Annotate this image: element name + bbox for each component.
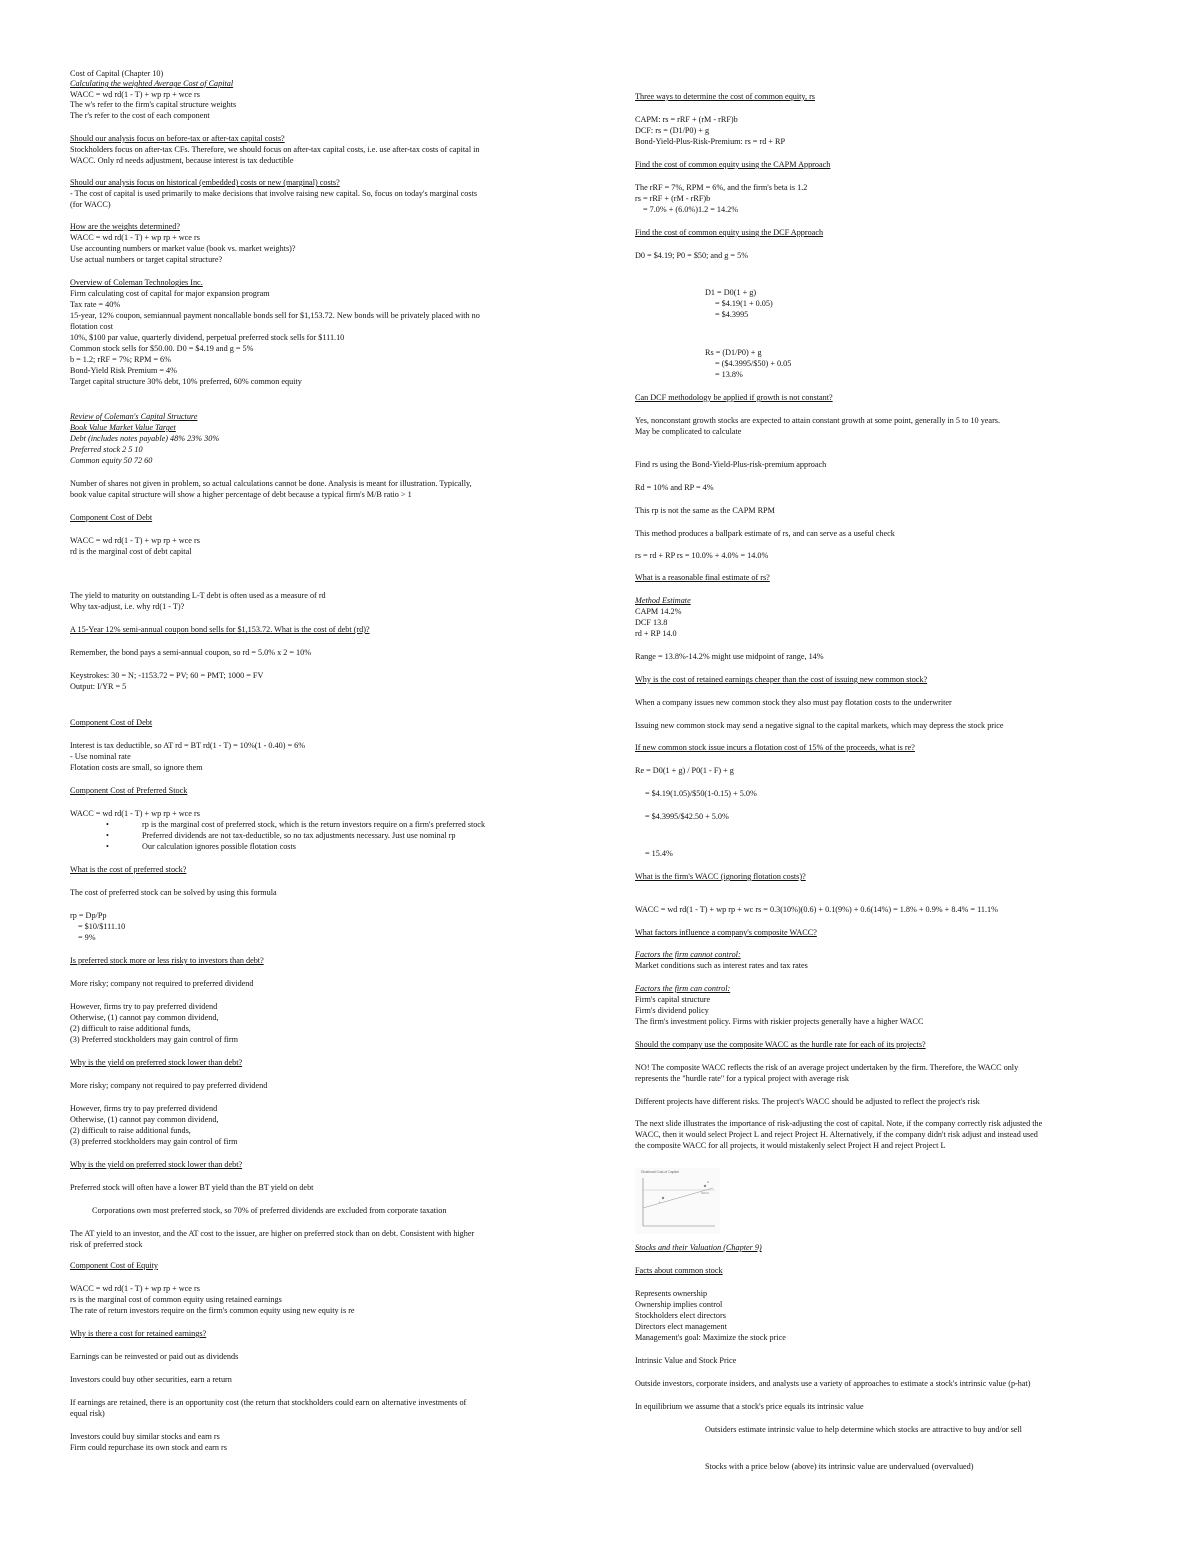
right-line: Can DCF methodology be applied if growth is not constant?	[635, 393, 833, 402]
thumbnail-label-l: L	[659, 1200, 661, 1204]
left-line: Cost of Capital (Chapter 10)	[70, 69, 164, 78]
right-line: Factors the firm cannot control:	[635, 950, 741, 959]
right-line: Outside investors, corporate insiders, and analysts use a variety of approaches to estimate a stock's intrinsic value (p-hat)	[635, 1379, 1031, 1388]
right-line: Stocks and their Valuation (Chapter 9)	[635, 1243, 762, 1252]
right-line: = 13.8%	[715, 370, 743, 379]
right-line: This method produces a ballpark estimate of rs, and can serve as a useful check	[635, 529, 895, 538]
left-line: risk of preferred stock	[70, 1240, 143, 1249]
bullet-icon: •	[106, 842, 109, 851]
left-line: Common equity 50 72 60	[70, 456, 153, 465]
left-line: However, firms try to pay preferred dividend	[70, 1104, 218, 1113]
left-line: The w's refer to the firm's capital structure weights	[70, 100, 237, 109]
bullet-icon: •	[106, 831, 109, 840]
right-line: Stockholders elect directors	[635, 1311, 726, 1320]
right-line: Should the company use the composite WACC as the hurdle rate for each of its projects?	[635, 1040, 926, 1049]
left-line: What is the cost of preferred stock?	[70, 865, 187, 874]
left-line: The r's refer to the cost of each component	[70, 111, 210, 120]
right-line: represents the "hurdle rate" for a typical project with average risk	[635, 1074, 850, 1083]
left-line: Otherwise, (1) cannot pay common dividend,	[70, 1115, 219, 1124]
left-line: If earnings are retained, there is an opportunity cost (the return that stockholders could earn on alternative investments of	[70, 1398, 467, 1407]
right-line: Range = 13.8%-14.2% might use midpoint of range, 14%	[635, 652, 824, 661]
right-line: Intrinsic Value and Stock Price	[635, 1356, 737, 1365]
right-line: Three ways to determine the cost of common equity, rs	[635, 92, 815, 101]
right-line: Find rs using the Bond-Yield-Plus-risk-premium approach	[635, 460, 827, 469]
right-line: Find the cost of common equity using the DCF Approach	[635, 228, 824, 237]
left-line: More risky; company not required to pay preferred dividend	[70, 1081, 268, 1090]
left-line: Why is the yield on preferred stock lower than debt?	[70, 1058, 243, 1067]
left-line: Why is there a cost for retained earnings?	[70, 1329, 207, 1338]
left-line: Component Cost of Debt	[70, 513, 153, 522]
right-line: Method Estimate	[635, 596, 691, 605]
right-line: D1 = D0(1 + g)	[705, 288, 757, 297]
right-line: What is the firm's WACC (ignoring flotation costs)?	[635, 872, 806, 881]
left-line: Debt (includes notes payable) 48% 23% 30%	[70, 434, 220, 443]
left-line: Keystrokes: 30 = N; -1153.72 = PV; 60 = PMT; 1000 = FV	[70, 671, 264, 680]
left-line: rs is the marginal cost of common equity using retained earnings	[70, 1295, 282, 1304]
left-line: Interest is tax deductible, so AT rd = BT rd(1 - T) = 10%(1 - 0.40) = 6%	[70, 741, 306, 750]
right-line: The next slide illustrates the importance of risk-adjusting the cost of capital. Note, if the company correctly risk adjusted the	[635, 1119, 1043, 1128]
left-line: rd is the marginal cost of debt capital	[70, 547, 192, 556]
left-line: = 9%	[78, 933, 96, 942]
right-line: The rRF = 7%, RPM = 6%, and the firm's beta is 1.2	[635, 183, 808, 192]
left-line: Firm could repurchase its own stock and earn rs	[70, 1443, 227, 1452]
left-line: (2) difficult to raise additional funds,	[70, 1024, 191, 1033]
left-line: 15-year, 12% coupon, semiannual payment noncallable bonds sell for $1,153.72. New bonds will be privately placed with no	[70, 311, 480, 320]
right-line: What is a reasonable final estimate of rs?	[635, 573, 770, 582]
right-line: Rs = (D1/P0) + g	[705, 348, 762, 357]
left-line: However, firms try to pay preferred dividend	[70, 1002, 218, 1011]
left-line: Component Cost of Equity	[70, 1261, 159, 1270]
right-line: Firm's capital structure	[635, 995, 711, 1004]
left-line: Review of Coleman's Capital Structure	[70, 412, 198, 421]
right-line: DCF 13.8	[635, 618, 668, 627]
left-line: A 15-Year 12% semi-annual coupon bond sells for $1,153.72. What is the cost of debt (rd)?	[70, 625, 370, 634]
left-line: book value capital structure will show a higher percentage of debt because a typical firm's M/B ratio > 1	[70, 490, 412, 499]
left-line: The rate of return investors require on the firm's common equity using new equity is re	[70, 1306, 355, 1315]
left-line: Our calculation ignores possible flotation costs	[142, 842, 296, 851]
right-line: rs = rRF + (rM - rRF)b	[635, 194, 711, 203]
left-line: (2) difficult to raise additional funds,	[70, 1126, 191, 1135]
left-line: Preferred dividends are not tax-deductible, so no tax adjustments necessary. Just use nominal rp	[142, 831, 456, 840]
left-line: WACC = wd rd(1 - T) + wp rp + wce rs	[70, 536, 200, 545]
left-line: (3) Preferred stockholders may gain control of firm	[70, 1035, 239, 1044]
thumbnail-label-h: H	[707, 1180, 710, 1184]
left-line: The AT yield to an investor, and the AT cost to the issuer, are higher on preferred stock than on debt. Consistent with higher	[70, 1229, 475, 1238]
left-line: Firm calculating cost of capital for major expansion program	[70, 289, 270, 298]
right-line: Rd = 10% and RP = 4%	[635, 483, 714, 492]
right-line: Stocks with a price below (above) its intrinsic value are undervalued (overvalued)	[705, 1462, 974, 1471]
left-line: Book Value Market Value Target	[70, 423, 176, 432]
left-line: Remember, the bond pays a semi-annual coupon, so rd = 5.0% x 2 = 10%	[70, 648, 312, 657]
right-line: Yes, nonconstant growth stocks are expected to attain constant growth at some point, generally in 5 to 10 years.	[635, 416, 1001, 425]
left-line: Target capital structure 30% debt, 10% preferred, 60% common equity	[70, 377, 302, 386]
left-line: Why is the yield on preferred stock lower than debt?	[70, 1160, 243, 1169]
right-line: Firm's dividend policy	[635, 1006, 709, 1015]
left-line: Overview of Coleman Technologies Inc.	[70, 278, 203, 287]
right-line: rd + RP 14.0	[635, 629, 677, 638]
right-line: Directors elect management	[635, 1322, 727, 1331]
right-line: Different projects have different risks. The project's WACC should be adjusted to reflect the project's risk	[635, 1097, 980, 1106]
right-line: rs = rd + RP rs = 10.0% + 4.0% = 14.0%	[635, 551, 769, 560]
left-line: (for WACC)	[70, 200, 111, 209]
right-line: WACC, then it would select Project L and reject Project H. Alternatively, if the company didn't risk adjust and instead used	[635, 1130, 1038, 1139]
right-line: Bond-Yield-Plus-Risk-Premium: rs = rd + RP	[635, 137, 786, 146]
left-line: WACC = wd rd(1 - T) + wp rp + wce rs	[70, 233, 200, 242]
project-l-point	[662, 1197, 664, 1199]
right-line: In equilibrium we assume that a stock's price equals its intrinsic value	[635, 1402, 864, 1411]
left-line: The yield to maturity on outstanding L-T debt is often used as a measure of rd	[70, 591, 326, 600]
right-line: Market conditions such as interest rates and tax rates	[635, 961, 808, 970]
left-line: rp = Dp/Pp	[70, 911, 107, 920]
left-line: (3) preferred stockholders may gain control of firm	[70, 1137, 238, 1146]
left-line: Output: I/YR = 5	[70, 682, 127, 691]
right-line: = ($4.3995/$50) + 0.05	[715, 359, 792, 368]
right-line: Factors the firm can control:	[635, 984, 731, 993]
right-line: = $4.19(1 + 0.05)	[715, 299, 773, 308]
left-line: Investors could buy other securities, earn a return	[70, 1375, 232, 1384]
left-line: Should our analysis focus on before-tax or after-tax capital costs?	[70, 134, 285, 143]
left-line: Calculating the weighted Average Cost of Capital	[70, 79, 234, 88]
right-line: = 15.4%	[645, 849, 673, 858]
left-line: - The cost of capital is used primarily to make decisions that involve raising new capital. So, focus on today's marginal costs	[70, 189, 478, 198]
right-line: Facts about common stock	[635, 1266, 723, 1275]
left-line: = $10/$111.10	[78, 922, 126, 931]
right-line: Represents ownership	[635, 1289, 708, 1298]
right-line: Why is the cost of retained earnings cheaper than the cost of issuing new common stock?	[635, 675, 928, 684]
right-line: This rp is not the same as the CAPM RPM	[635, 506, 775, 515]
left-line: Preferred stock 2 5 10	[70, 445, 143, 454]
left-line: WACC = wd rd(1 - T) + wp rp + wce rs	[70, 90, 200, 99]
left-line: Investors could buy similar stocks and earn rs	[70, 1432, 220, 1441]
right-line: NO! The composite WACC reflects the risk of an average project undertaken by the firm. Therefore, the WACC only	[635, 1063, 1019, 1072]
bullet-icon: •	[106, 820, 109, 829]
right-line: CAPM: rs = rRF + (rM - rRF)b	[635, 115, 738, 124]
right-line: = $4.3995	[715, 310, 749, 319]
right-line: DCF: rs = (D1/P0) + g	[635, 126, 710, 135]
left-line: WACC. Only rd needs adjustment, because interest is tax deductible	[70, 156, 294, 165]
right-line: When a company issues new common stock they also must pay flotation costs to the underwriter	[635, 698, 952, 707]
left-line: More risky; company not required to preferred dividend	[70, 979, 254, 988]
left-line: Use accounting numbers or market value (book vs. market weights)?	[70, 244, 296, 253]
left-line: Bond-Yield Risk Premium = 4%	[70, 366, 177, 375]
left-line: Otherwise, (1) cannot pay common dividend,	[70, 1013, 219, 1022]
right-line: Management's goal: Maximize the stock price	[635, 1333, 786, 1342]
right-line: May be complicated to calculate	[635, 427, 742, 436]
left-line: WACC = wd rd(1 - T) + wp rp + wce rs	[70, 1284, 200, 1293]
left-line: Stockholders focus on after-tax CFs. Therefore, we should focus on after-tax capital costs, i.e. use after-tax costs of capital in	[70, 145, 480, 154]
left-line: How are the weights determined?	[70, 222, 181, 231]
thumbnail-title: Divisional Cost of Capital	[641, 1170, 679, 1174]
left-line: Flotation costs are small, so ignore them	[70, 763, 203, 772]
left-line: Preferred stock will often have a lower BT yield than the BT yield on debt	[70, 1183, 314, 1192]
right-line: Outsiders estimate intrinsic value to help determine which stocks are attractive to buy and/or sell	[705, 1425, 1022, 1434]
left-line: rp is the marginal cost of preferred stock, which is the return investors require on a firm's preferred stock	[142, 820, 486, 829]
left-line: Use actual numbers or target capital structure?	[70, 255, 223, 264]
left-line: Earnings can be reinvested or paid out as dividends	[70, 1352, 239, 1361]
right-line: Re = D0(1 + g) / P0(1 - F) + g	[635, 766, 734, 775]
left-line: Is preferred stock more or less risky to investors than debt?	[70, 956, 264, 965]
right-line: What factors influence a company's composite WACC?	[635, 928, 817, 937]
left-line: Should our analysis focus on historical (embedded) costs or new (marginal) costs?	[70, 178, 340, 187]
left-line: b = 1.2; rRF = 7%; RPM = 6%	[70, 355, 171, 364]
right-line: If new common stock issue incurs a flotation cost of 15% of the proceeds, what is re?	[635, 743, 915, 752]
right-line: Ownership implies control	[635, 1300, 723, 1309]
right-line: CAPM 14.2%	[635, 607, 682, 616]
right-line: The firm's investment policy. Firms with riskier projects generally have a higher WACC	[635, 1017, 924, 1026]
right-line: = 7.0% + (6.0%)1.2 = 14.2%	[643, 205, 739, 214]
left-line: equal risk)	[70, 1409, 105, 1418]
left-line: Common stock sells for $50.00. D0 = $4.19 and g = 5%	[70, 344, 254, 353]
left-line: Number of shares not given in problem, so actual calculations cannot be done. Analysis is meant for illustration. Typically,	[70, 479, 472, 488]
left-line: flotation cost	[70, 322, 113, 331]
project-h-point	[704, 1185, 706, 1187]
left-line: 10%, $100 par value, quarterly dividend, perpetual preferred stock sells for $111.10	[70, 333, 345, 342]
left-line: Tax rate = 40%	[70, 300, 121, 309]
right-line: WACC = wd rd(1 - T) + wp rp + wc rs = 0.3(10%)(0.6) + 0.1(9%) + 0.6(14%) = 1.8% + 0.9% + 8.4% = 11.1%	[635, 905, 998, 914]
right-line: = $4.19(1.05)/$50(1-0.15) + 5.0%	[645, 789, 757, 798]
left-line: WACC = wd rd(1 - T) + wp rp + wce rs	[70, 809, 200, 818]
divisional-cost-of-capital-thumbnail	[635, 1168, 720, 1234]
right-line: Issuing new common stock may send a negative signal to the capital markets, which may depress the stock price	[635, 721, 1004, 730]
left-line: Corporations own most preferred stock, so 70% of preferred dividends are excluded from corporate taxation	[92, 1206, 447, 1215]
left-line: Why tax-adjust, i.e. why rd(1 - T)?	[70, 602, 185, 611]
right-line: the composite WACC for all projects, it would mistakenly select Project H and reject Project L	[635, 1141, 946, 1150]
right-line: = $4.3995/$42.50 + 5.0%	[645, 812, 729, 821]
right-line: D0 = $4.19; P0 = $50; and g = 5%	[635, 251, 749, 260]
left-line: The cost of preferred stock can be solved by using this formula	[70, 888, 277, 897]
left-line: - Use nominal rate	[70, 752, 131, 761]
thumbnail-label-wacc: WACC	[701, 1191, 710, 1195]
left-line: Component Cost of Preferred Stock	[70, 786, 188, 795]
right-line: Find the cost of common equity using the CAPM Approach	[635, 160, 831, 169]
left-line: Component Cost of Debt	[70, 718, 153, 727]
